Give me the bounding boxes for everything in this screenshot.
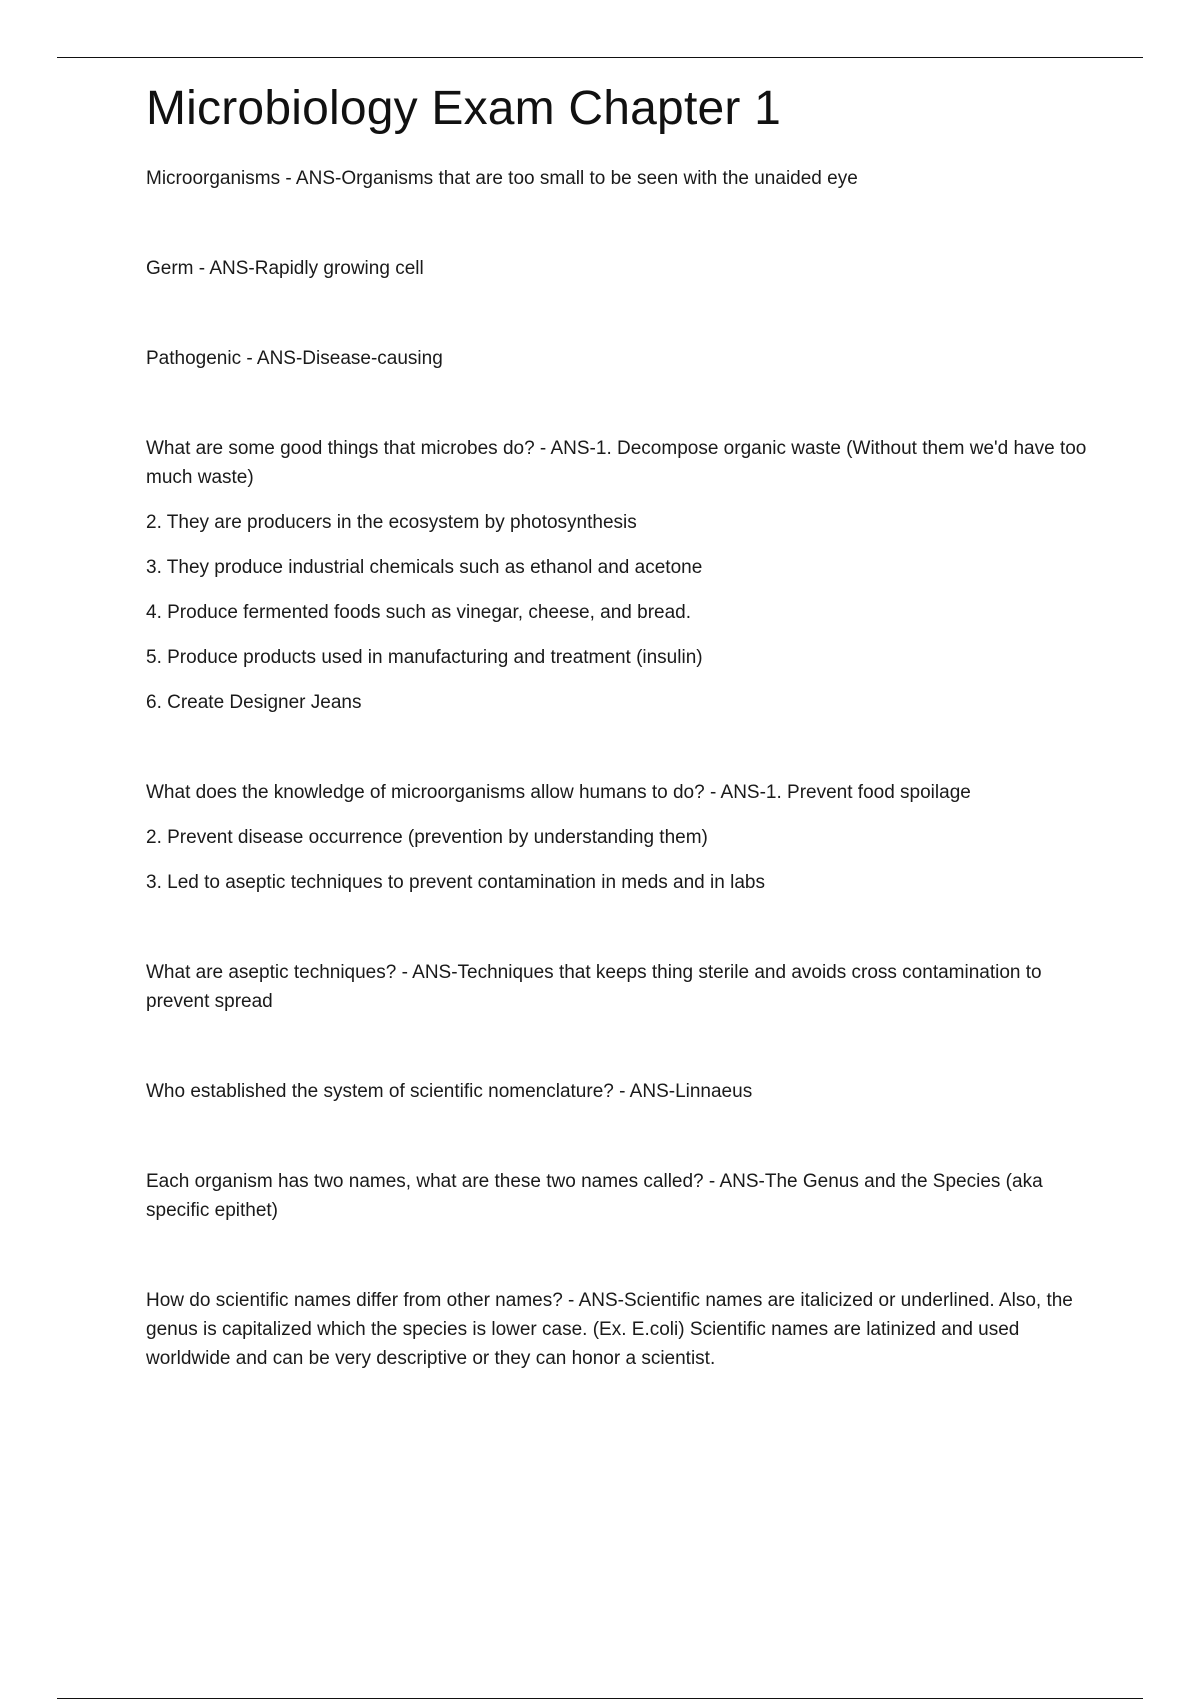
entry-list-item: 3. They produce industrial chemicals such as ethanol and acetone xyxy=(146,557,703,578)
flashcard-entry xyxy=(146,778,1091,897)
flashcard-entry xyxy=(146,958,1091,1016)
entry-list-item: 3. Led to aseptic techniques to prevent contamination in meds and in labs xyxy=(146,872,765,893)
entry-list-item: 2. They are producers in the ecosystem by photosynthesis xyxy=(146,512,637,533)
top-rule xyxy=(57,57,1143,58)
entry-text: Pathogenic - ANS-Disease-causing xyxy=(146,348,443,369)
entry-list-item: 5. Produce products used in manufacturing and treatment (insulin) xyxy=(146,647,703,668)
entry-text: How do scientific names differ from other names? - ANS-Scientific names are italicized or underlined. Also, the genus is capitalized which the species is lower case. (Ex. E.coli) Scientific names are latinized and used worldwide and can be very descriptive or they can honor a scientist. xyxy=(146,1290,1073,1369)
flashcard-entry xyxy=(146,1077,1091,1106)
entry-text: What are aseptic techniques? - ANS-Techniques that keeps thing sterile and avoids cross contamination to prevent spread xyxy=(146,962,1042,1012)
flashcard-entry xyxy=(146,164,1091,193)
entry-text: What does the knowledge of microorganisms allow humans to do? - ANS-1. Prevent food spoilage xyxy=(146,782,971,803)
document-body xyxy=(146,80,1091,1434)
entry-list-item: 2. Prevent disease occurrence (prevention by understanding them) xyxy=(146,827,708,848)
flashcard-entry xyxy=(146,434,1091,717)
flashcard-list xyxy=(146,164,1091,1373)
entry-list-item: 6. Create Designer Jeans xyxy=(146,692,362,713)
entry-text: Germ - ANS-Rapidly growing cell xyxy=(146,258,424,279)
entry-text: Who established the system of scientific nomenclature? - ANS-Linnaeus xyxy=(146,1081,753,1102)
flashcard-entry xyxy=(146,1167,1091,1225)
bottom-rule xyxy=(57,1698,1143,1699)
entry-list-item: 4. Produce fermented foods such as vinegar, cheese, and bread. xyxy=(146,602,692,623)
page-title: Microbiology Exam Chapter 1 xyxy=(146,82,782,135)
entry-text: Each organism has two names, what are these two names called? - ANS-The Genus and the Species (aka specific epithet) xyxy=(146,1171,1043,1221)
entry-text: Microorganisms - ANS-Organisms that are too small to be seen with the unaided eye xyxy=(146,168,858,189)
entry-text: What are some good things that microbes do? - ANS-1. Decompose organic waste (Without them we'd have too much waste) xyxy=(146,438,1087,488)
flashcard-entry xyxy=(146,344,1091,373)
flashcard-entry xyxy=(146,254,1091,283)
flashcard-entry xyxy=(146,1286,1091,1373)
